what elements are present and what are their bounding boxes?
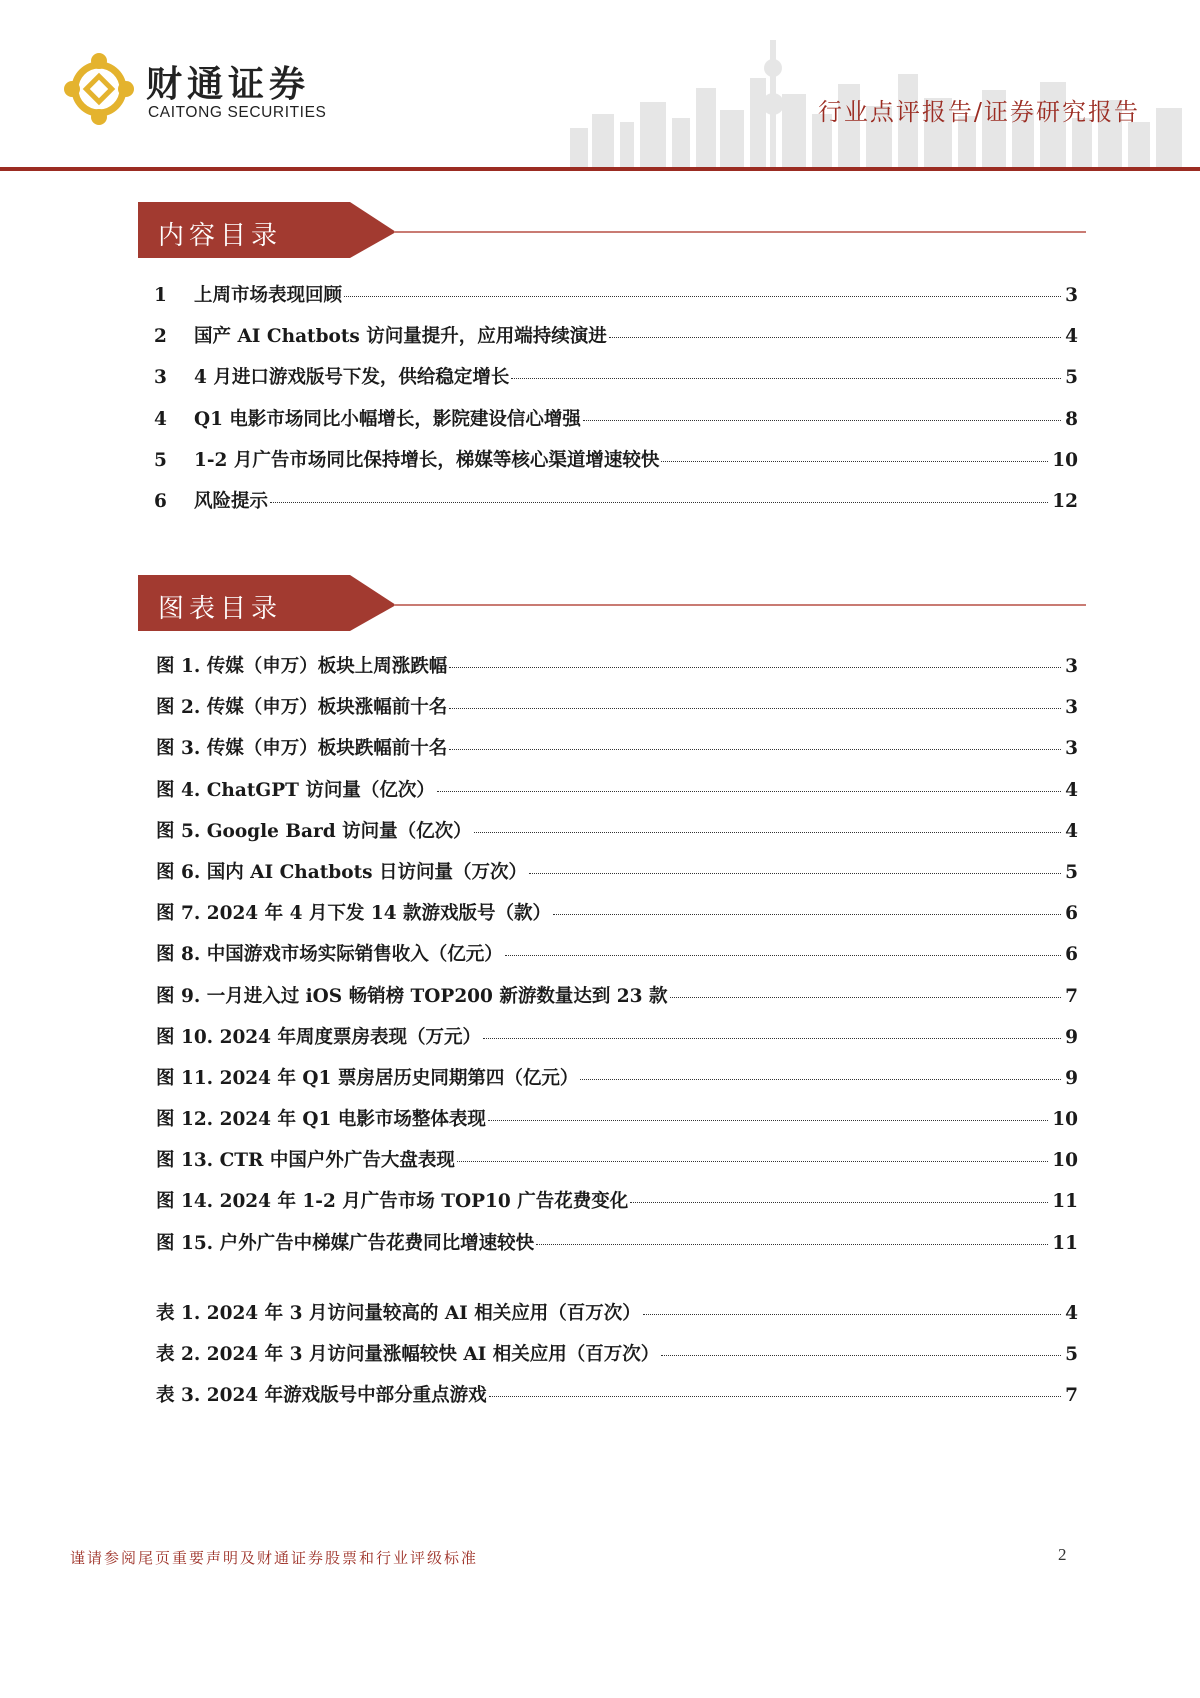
dot-leader — [553, 914, 1061, 915]
toc-entry[interactable] — [154, 405, 1078, 446]
toc-entry-page: 3 — [1065, 656, 1078, 677]
toc-entry[interactable] — [156, 858, 1078, 899]
toc-entry-page: 6 — [1065, 903, 1078, 925]
toc-entry-page: 7 — [1065, 985, 1078, 1007]
toc-entry-title: 图 3. 传媒（申万）板块跌幅前十名 — [156, 738, 448, 760]
header-divider — [0, 167, 1200, 171]
toc-entry-page: 4 — [1065, 326, 1078, 348]
toc-entry[interactable] — [156, 1340, 1078, 1381]
toc-entry[interactable] — [156, 982, 1078, 1023]
toc-entry-title: 图 10. 2024 年周度票房表现（万元） — [156, 1026, 481, 1048]
banner-rule — [394, 604, 1086, 606]
dot-leader — [661, 461, 1048, 462]
toc-entry[interactable] — [156, 1064, 1078, 1105]
toc-entry-number: 5 — [154, 449, 167, 471]
toc-entry-title: 图 8. 中国游戏市场实际销售收入（亿元） — [156, 944, 503, 966]
toc-entry-title: 表 2. 2024 年 3 月访问量涨幅较快 AI 相关应用（百万次） — [156, 1344, 660, 1366]
toc-entry-title: 图 11. 2024 年 Q1 票房居历史同期第四（亿元） — [156, 1067, 579, 1089]
toc-entry-title: 图 6. 国内 AI Chatbots 日访问量（万次） — [156, 861, 527, 883]
toc-entry-page: 3 — [1065, 285, 1078, 306]
toc-entry[interactable] — [154, 446, 1078, 487]
dot-leader — [643, 1314, 1061, 1315]
toc-entry-page: 11 — [1052, 1191, 1078, 1213]
page-header — [0, 0, 1200, 172]
toc-entry-title: 图 12. 2024 年 Q1 电影市场整体表现 — [156, 1109, 486, 1131]
brand-name-cn: 财通证券 — [146, 64, 311, 105]
toc-entry[interactable] — [156, 734, 1078, 775]
table-of-contents — [154, 281, 1078, 528]
toc-entry-page: 8 — [1065, 408, 1078, 430]
toc-entry-title: 图 15. 户外广告中梯媒广告花费同比增速较快 — [156, 1232, 535, 1254]
brand-name-en: CAITONG SECURITIES — [148, 104, 327, 121]
dot-leader — [583, 420, 1061, 421]
toc-entry-page: 12 — [1052, 490, 1078, 512]
toc-entry-title: 上周市场表现回顾 — [194, 285, 343, 306]
dot-leader — [437, 791, 1061, 792]
dot-leader — [270, 502, 1048, 503]
toc-entry-page: 5 — [1065, 367, 1078, 389]
report-type-label: 行业点评报告/证券研究报告 — [817, 98, 1140, 126]
figures-title: 图表目录 — [158, 594, 283, 624]
toc-entry[interactable] — [156, 899, 1078, 940]
toc-entry-page: 3 — [1065, 697, 1078, 719]
toc-entry-page: 6 — [1065, 944, 1078, 966]
toc-entry-title: 4 月进口游戏版号下发，供给稳定增长 — [194, 367, 510, 389]
dot-leader — [661, 1355, 1061, 1356]
dot-leader — [489, 1396, 1061, 1397]
toc-section-banner — [138, 202, 1086, 264]
dot-leader — [483, 1038, 1061, 1039]
dot-leader — [580, 1079, 1061, 1080]
toc-entry-title: 表 1. 2024 年 3 月访问量较高的 AI 相关应用（百万次） — [156, 1303, 641, 1324]
toc-entry[interactable] — [156, 940, 1078, 981]
toc-entry[interactable] — [156, 1187, 1078, 1228]
dot-leader — [511, 378, 1061, 379]
toc-entry-page: 4 — [1065, 1303, 1078, 1324]
toc-entry-number: 4 — [154, 408, 167, 430]
toc-entry-title: Q1 电影市场同比小幅增长，影院建设信心增强 — [194, 408, 581, 430]
toc-entry[interactable] — [156, 776, 1078, 817]
toc-entry[interactable] — [156, 1229, 1078, 1270]
toc-entry-page: 10 — [1052, 449, 1078, 471]
toc-entry-page: 5 — [1065, 861, 1078, 883]
toc-entry-title: 风险提示 — [194, 490, 269, 512]
toc-entry[interactable] — [156, 1381, 1078, 1422]
toc-entry-page: 3 — [1065, 738, 1078, 760]
toc-entry-title: 图 14. 2024 年 1-2 月广告市场 TOP10 广告花费变化 — [156, 1191, 629, 1213]
toc-entry-page: 11 — [1052, 1232, 1078, 1254]
toc-entry[interactable] — [156, 652, 1078, 693]
toc-entry-page: 7 — [1065, 1385, 1078, 1407]
toc-entry-title: 图 2. 传媒（申万）板块涨幅前十名 — [156, 697, 448, 719]
toc-entry-number: 2 — [154, 326, 167, 348]
toc-entry[interactable] — [156, 1299, 1078, 1340]
dot-leader — [529, 873, 1061, 874]
toc-entry-title: 图 7. 2024 年 4 月下发 14 款游戏版号（款） — [156, 903, 552, 925]
dot-leader — [449, 708, 1061, 709]
banner-rule — [394, 231, 1086, 233]
toc-entry[interactable] — [156, 1023, 1078, 1064]
toc-entry-title: 1-2 月广告市场同比保持增长，梯媒等核心渠道增速较快 — [194, 449, 660, 471]
toc-entry-title: 图 5. Google Bard 访问量（亿次） — [156, 820, 472, 842]
toc-entry-title: 图 4. ChatGPT 访问量（亿次） — [156, 779, 435, 801]
toc-entry[interactable] — [154, 281, 1078, 322]
toc-entry[interactable] — [154, 363, 1078, 404]
table-list — [156, 1299, 1078, 1423]
dot-leader — [630, 1202, 1048, 1203]
dot-leader — [488, 1120, 1048, 1121]
dot-leader — [457, 1161, 1048, 1162]
toc-entry[interactable] — [154, 322, 1078, 363]
dot-leader — [344, 296, 1061, 297]
figures-section-banner — [138, 575, 1086, 637]
toc-entry[interactable] — [156, 817, 1078, 858]
toc-title: 内容目录 — [158, 221, 283, 251]
footer-disclaimer: 谨请参阅尾页重要声明及财通证券股票和行业评级标准 — [70, 1549, 479, 1567]
figure-list — [156, 652, 1078, 1270]
toc-entry[interactable] — [156, 693, 1078, 734]
toc-entry-page: 4 — [1065, 779, 1078, 801]
toc-entry-page: 4 — [1065, 820, 1078, 842]
dot-leader — [505, 955, 1061, 956]
toc-entry-page: 5 — [1065, 1344, 1078, 1366]
toc-entry-title: 国产 AI Chatbots 访问量提升，应用端持续演进 — [194, 326, 607, 348]
toc-entry-number: 3 — [154, 367, 167, 389]
dot-leader — [536, 1244, 1048, 1245]
toc-entry-number: 1 — [154, 285, 167, 306]
toc-entry-title: 图 13. CTR 中国户外广告大盘表现 — [156, 1150, 455, 1172]
dot-leader — [670, 997, 1062, 998]
page-number: 2 — [1058, 1545, 1067, 1564]
dot-leader — [449, 749, 1061, 750]
toc-entry-number: 6 — [154, 490, 167, 512]
dot-leader — [449, 667, 1061, 668]
toc-entry-page: 9 — [1065, 1026, 1078, 1048]
toc-entry-title: 表 3. 2024 年游戏版号中部分重点游戏 — [156, 1385, 487, 1407]
toc-entry-page: 10 — [1052, 1109, 1078, 1131]
toc-entry-title: 图 9. 一月进入过 iOS 畅销榜 TOP200 新游数量达到 23 款 — [156, 985, 668, 1007]
toc-entry-title: 图 1. 传媒（申万）板块上周涨跌幅 — [156, 656, 448, 677]
dot-leader — [474, 832, 1062, 833]
dot-leader — [609, 337, 1061, 338]
toc-entry-page: 9 — [1065, 1067, 1078, 1089]
toc-entry[interactable] — [154, 487, 1078, 528]
toc-entry[interactable] — [156, 1105, 1078, 1146]
caitong-logo-icon — [64, 52, 134, 126]
toc-entry-page: 10 — [1052, 1150, 1078, 1172]
toc-entry[interactable] — [156, 1146, 1078, 1187]
